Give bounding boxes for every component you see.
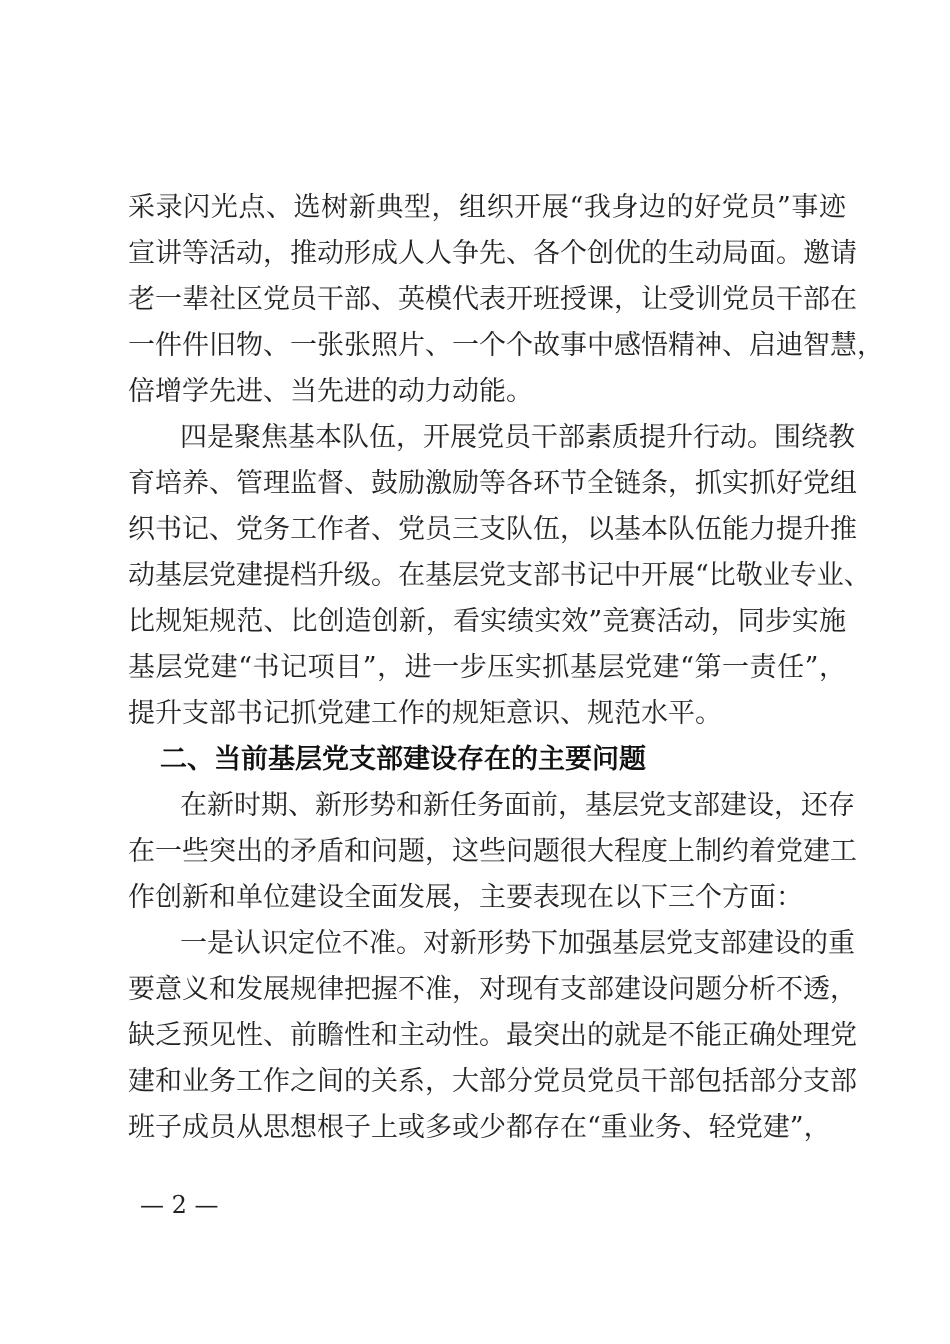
text-line: 倍增学先进、当先进的动力动能。 — [128, 376, 533, 407]
paragraph — [128, 783, 857, 921]
text-line: 动基层党建提档升级。在基层党支部书记中开展“比敬业专业、 — [128, 560, 871, 591]
text-line: 在新时期、新形势和新任务面前，基层党支部建设，还存 — [180, 790, 855, 821]
text-line: 要意义和发展规律把握不准，对现有支部建设问题分析不透， — [128, 974, 857, 1005]
text-line: 建和业务工作之间的关系，大部分党员党员干部包括部分支部 — [128, 1066, 857, 1097]
paragraph — [128, 415, 871, 737]
text-line: 一件件旧物、一张张照片、一个个故事中感悟精神、启迪智慧， — [128, 330, 884, 361]
text-line: 老一辈社区党员干部、英模代表开班授课，让受训党员干部在 — [128, 284, 857, 315]
heading-text: 二、当前基层党支部建设存在的主要问题 — [160, 744, 646, 775]
text-line: 缺乏预见性、前瞻性和主动性。最突出的就是不能正确处理党 — [128, 1020, 857, 1051]
text-line: 提升支部书记抓党建工作的规矩意识、规范水平。 — [128, 698, 722, 729]
text-line: 作创新和单位建设全面发展，主要表现在以下三个方面： — [128, 882, 803, 913]
paragraph — [128, 185, 884, 415]
document-body — [128, 185, 884, 1151]
text-line: 四是聚焦基本队伍，开展党员干部素质提升行动。围绕教 — [180, 422, 855, 453]
paragraph — [128, 921, 857, 1151]
section-heading — [128, 737, 846, 783]
text-line: 采录闪光点、选树新典型，组织开展“我身边的好党员”事迹 — [128, 192, 846, 223]
text-line: 一是认识定位不准。对新形势下加强基层党支部建设的重 — [180, 928, 855, 959]
text-line: 比规矩规范、比创造创新，看实绩实效”竞赛活动，同步实施 — [128, 606, 846, 637]
text-line: 宣讲等活动，推动形成人人争先、各个创优的生动局面。邀请 — [128, 238, 857, 269]
text-line: 在一些突出的矛盾和问题，这些问题很大程度上制约着党建工 — [128, 836, 857, 867]
text-line: 育培养、管理监督、鼓励激励等各环节全链条，抓实抓好党组 — [128, 468, 857, 499]
text-line: 基层党建“书记项目”，进一步压实抓基层党建“第一责任”， — [128, 652, 846, 683]
text-line: 班子成员从思想根子上或多或少都存在“重业务、轻党建”， — [128, 1112, 831, 1143]
text-line: 织书记、党务工作者、党员三支队伍，以基本队伍能力提升推 — [128, 514, 857, 545]
page-number: — 2 — — [140, 1191, 219, 1219]
